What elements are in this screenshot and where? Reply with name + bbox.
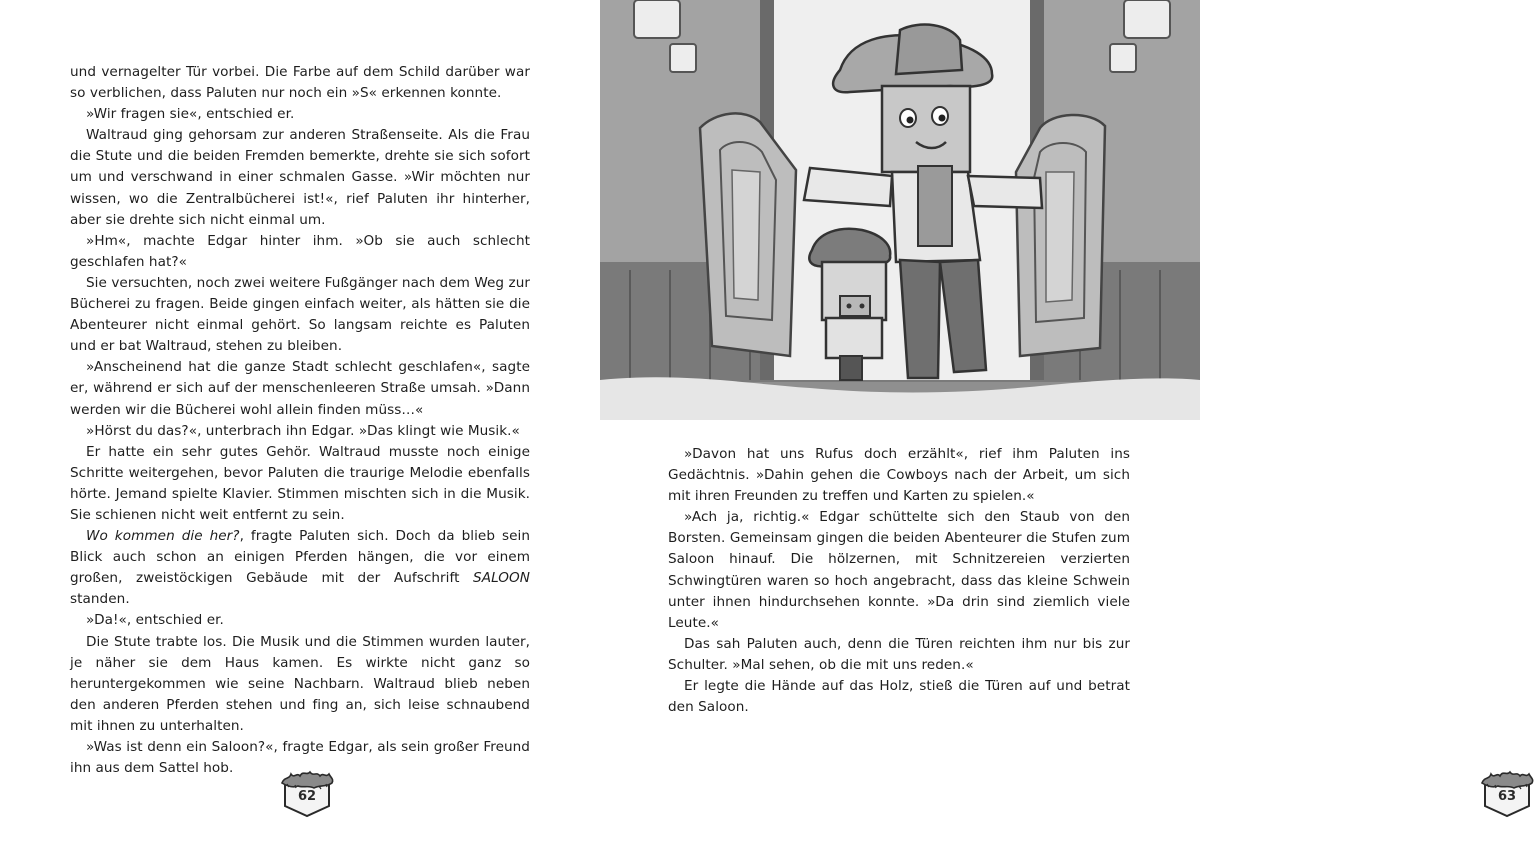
paragraph: »Da!«, entschied er. xyxy=(86,612,224,629)
paragraph: »Davon hat uns Rufus doch erzählt«, rief ihm Paluten ins Gedächtnis. »Dahin gehen die Cowboys nach der Arbeit, um sich mit ihren Freunden zu treffen und Karten zu spielen.« xyxy=(668,446,1130,505)
paragraph: Er hatte ein sehr gutes Gehör. Waltraud musste noch einige Schritte weitergehen, bevor Paluten die traurige Melodie ebenfalls hörte. Jemand spielte Klavier. Stimmen mischten sich in die Musik. Sie schienen nicht weit entfernt zu sein. xyxy=(70,443,530,523)
paragraph: Er legte die Hände auf das Holz, stieß die Türen auf und betrat den Saloon. xyxy=(668,678,1130,716)
page-number: 62 xyxy=(297,789,317,804)
right-page-text xyxy=(668,444,1130,718)
paragraph-middle: , fragte Paluten sich. Doch da blieb sein Blick auch schon an einigen Pferden hängen, die vor einem großen, zweistöckigen Gebäude mit der Aufschrift xyxy=(70,528,530,587)
paragraph: Das sah Paluten auch, denn die Türen reichten ihm nur bis zur Schulter. »Mal sehen, ob die mit uns reden.« xyxy=(668,635,1130,673)
paragraph-with-italics xyxy=(70,526,530,610)
page-number-badge xyxy=(279,768,335,818)
paragraph: und vernagelter Tür vorbei. Die Farbe auf dem Schild darüber war so verblichen, dass Paluten nur noch ein »S« erkennen konnte. xyxy=(70,64,530,102)
paragraph: »Hörst du das?«, unterbrach ihn Edgar. »Das klingt wie Musik.« xyxy=(86,422,520,439)
paragraph: »Was ist denn ein Saloon?«, fragte Edgar, als sein großer Freund ihn aus dem Sattel hob. xyxy=(70,739,530,777)
italic-thought: Wo kommen die her? xyxy=(86,528,240,545)
paragraph: »Hm«, machte Edgar hinter ihm. »Ob sie auch schlecht geschlafen hat?« xyxy=(70,232,530,270)
paragraph: »Ach ja, richtig.« Edgar schüttelte sich den Staub von den Borsten. Gemeinsam gingen die beiden Abenteurer die Stufen zum Saloon hinauf. Die hölzernen, mit Schnitzereien verzierten Schwingtüren waren so hoch angebracht, dass das kleine Schwein unter ihnen hindurchsehen konnte. »Da drin sind ziemlich viele Leute.« xyxy=(668,509,1130,631)
left-page-text xyxy=(70,62,530,779)
right-page xyxy=(600,0,1517,851)
page-number-badge xyxy=(1479,768,1535,818)
saloon-doors-illustration xyxy=(600,0,1200,420)
saloon-sign-word: SALOON xyxy=(473,570,530,587)
paragraph: Die Stute trabte los. Die Musik und die Stimmen wurden lauter, je näher sie dem Haus kamen. Es wirkte nicht ganz so heruntergekommen wie seine Nachbarn. Waltraud blieb neben den anderen Pferden stehen und fing an, sich leise schnaubend mit ihnen zu unterhalten. xyxy=(70,633,530,734)
paragraph: Waltraud ging gehorsam zur anderen Straßenseite. Als die Frau die Stute und die beiden Fremden bemerkte, drehte sie sich sofort um und verschwand in einer schmalen Gasse. »Wir möchten nur wissen, wo die Zentralbücherei ist!«, rief Paluten ihr hinterher, aber sie drehte sich nicht einmal um. xyxy=(70,127,530,228)
paragraph: »Anscheinend hat die ganze Stadt schlecht geschlafen«, sagte er, während er sich auf der menschenleeren Straße umsah. »Dann werden wir die Bücherei wohl allein finden müss…« xyxy=(70,359,530,418)
left-page xyxy=(0,0,600,851)
paragraph-end: standen. xyxy=(70,591,130,608)
page-number: 63 xyxy=(1497,789,1517,804)
paragraph: Sie versuchten, noch zwei weitere Fußgänger nach dem Weg zur Bücherei zu fragen. Beide gingen einfach weiter, als hätten sie die Abenteurer nicht einmal gehört. So langsam reichte es Paluten und er bat Waltraud, stehen zu bleiben. xyxy=(70,274,530,355)
paragraph: »Wir fragen sie«, entschied er. xyxy=(86,106,295,123)
